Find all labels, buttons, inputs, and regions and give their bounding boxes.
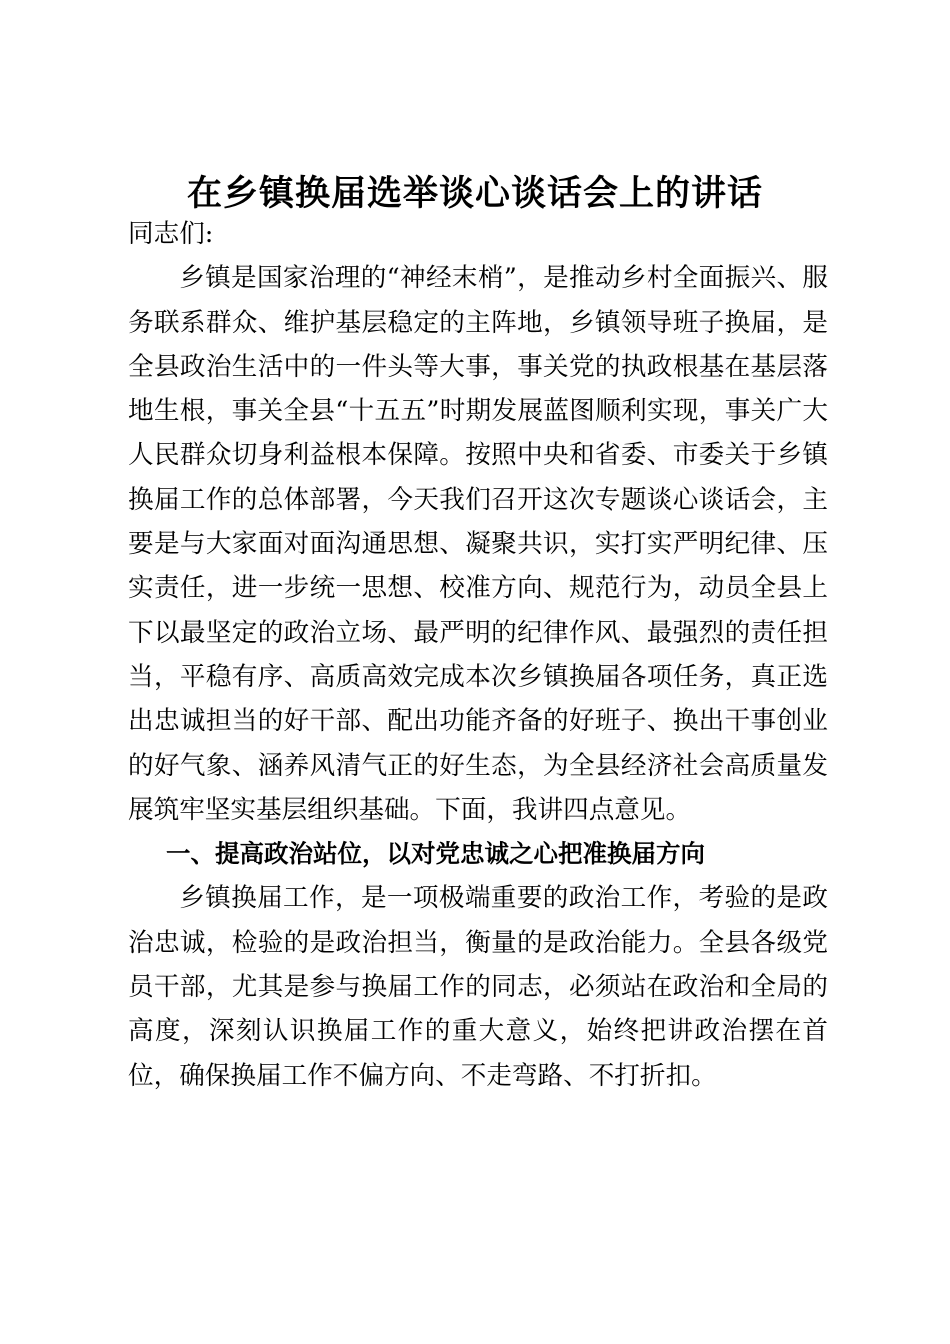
document-title: 在乡镇换届选举谈心谈话会上的讲话 xyxy=(186,174,763,214)
section-1-paragraph: 乡镇换届工作，是一项极端重要的政治工作，考验的是政治忠诚，检验的是政治担当，衡量的是政治能力。全县各级党员干部，尤其是参与换届工作的同志，必须站在政治和全局的高度，深刻认识换届工作的重大意义，始终把讲政治摆在首位，确保换届工作不偏方向、不走弯路、不打折扣。 xyxy=(128,883,828,1091)
section-heading-1: 一、提高政治站位，以对党忠诚之心把准换届方向 xyxy=(166,839,705,869)
intro-paragraph: 乡镇是国家治理的“神经末梢”，是推动乡村全面振兴、服务联系群众、维护基层稳定的主阵地，乡镇领导班子换届，是全县政治生活中的一件头等大事，事关党的执政根基在基层落地生根，事关全县“十五五”时期发展蓝图顺利实现，事关广大人民群众切身利益根本保障。按照中央和省委、市委关于乡镇换届工作的总体部署，今天我们召开这次专题谈心谈话会，主要是与大家面对面沟通思想、凝聚共识，实打实严明纪律、压实责任，进一步统一思想、校准方向、规范行为，动员全县上下以最坚定的政治立场、最严明的纪律作风、最强烈的责任担当，平稳有序、高质高效完成本次乡镇换届各项任务，真正选出忠诚担当的好干部、配出功能齐备的好班子、换出干事创业的好气象、涵养风清气正的好生态，为全县经济社会高质量发展筑牢坚实基层组织基础。下面，我讲四点意见。 xyxy=(128,263,828,825)
document-body xyxy=(128,212,828,1098)
salutation: 同志们: xyxy=(128,219,214,249)
